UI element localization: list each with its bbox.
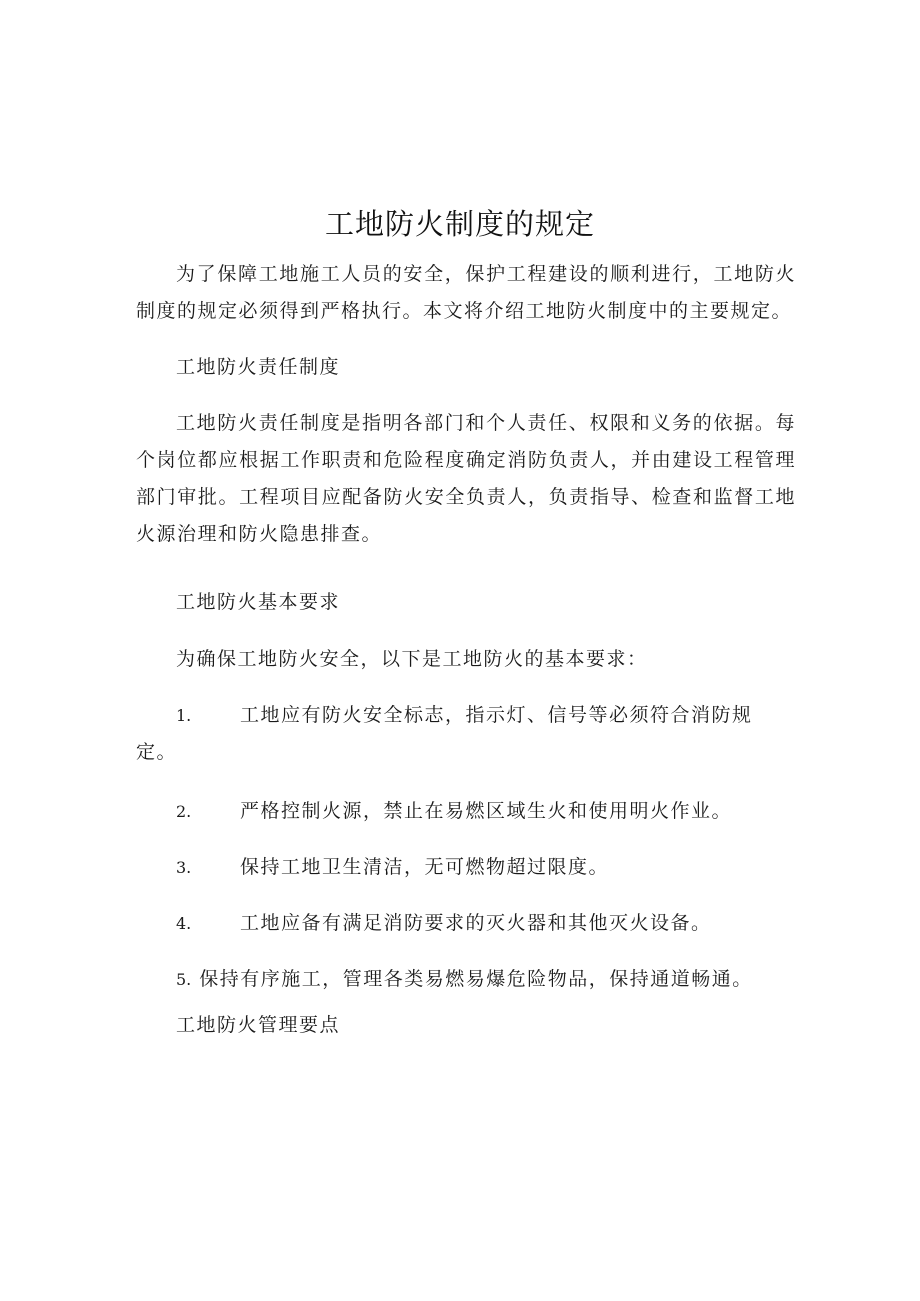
list-item-text: 严格控制火源，禁止在易燃区域生火和使用明火作业。 — [240, 800, 733, 822]
list-item — [136, 793, 756, 830]
list-item-text: 保持工地卫生清洁，无可燃物超过限度。 — [240, 856, 610, 878]
list-item-number: 5. — [176, 970, 192, 989]
list-item-number: 3. — [176, 858, 192, 877]
list-item-text: 保持有序施工，管理各类易燃易爆危险物品，保持通道畅通。 — [199, 968, 753, 990]
page-title: 工地防火制度的规定 — [324, 207, 595, 241]
list-item — [136, 961, 796, 998]
list-item-number: 4. — [176, 914, 192, 933]
responsibility-paragraph: 工地防火责任制度是指明各部门和个人责任、权限和义务的依据。每个岗位都应根据工作职责和危险程度确定消防负责人，并由建设工程管理部门审批。工程项目应配备防火安全负责人，负责指导、检查和监督工地火源治理和防火隐患排查。 — [136, 412, 796, 545]
list-item — [136, 905, 756, 942]
list-item — [136, 697, 756, 771]
section-heading-management-points: 工地防火管理要点 — [176, 1014, 341, 1036]
requirements-lead-text: 为确保工地防火安全，以下是工地防火的基本要求： — [176, 648, 648, 670]
list-item — [136, 849, 756, 886]
list-item-number: 1. — [176, 706, 192, 725]
section-heading-responsibility: 工地防火责任制度 — [176, 356, 341, 378]
intro-paragraph: 为了保障工地施工人员的安全，保护工程建设的顺利进行，工地防火制度的规定必须得到严格执行。本文将介绍工地防火制度中的主要规定。 — [136, 263, 796, 322]
list-item-text: 工地应备有满足消防要求的灭火器和其他灭火设备。 — [240, 912, 712, 934]
list-item-number: 2. — [176, 802, 192, 821]
section-heading-basic-requirements: 工地防火基本要求 — [176, 591, 341, 613]
list-item-text: 工地应有防火安全标志，指示灯、信号等必须符合消防规定。 — [136, 704, 753, 763]
